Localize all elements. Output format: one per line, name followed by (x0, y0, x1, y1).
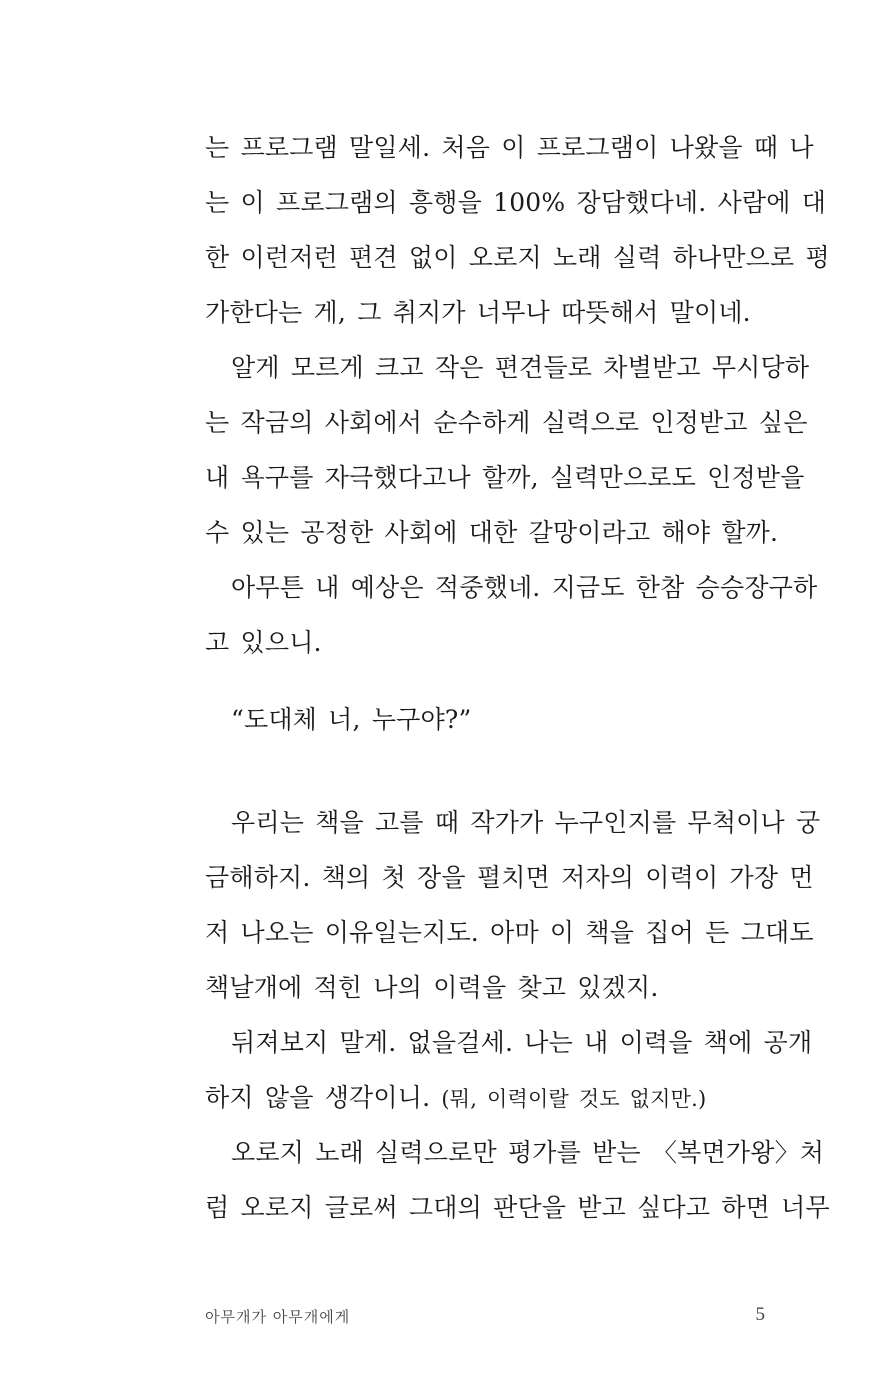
running-title: 아무개가 아무개에게 (205, 1308, 351, 1326)
section-spacer (205, 678, 770, 700)
text-line: 알게 모르게 크고 작은 편견들로 차별받고 무시당하 (231, 353, 810, 382)
aside-text: (뭐, 이력이랄 것도 없지만.) (441, 1087, 707, 1111)
text-line: 는 이 프로그램의 흥행을 100% 장담했다네. 사람에 대 (205, 188, 827, 217)
paragraph-1 (205, 128, 830, 348)
quote-block (205, 700, 770, 755)
page-footer (205, 1306, 765, 1330)
paragraph-6 (205, 1133, 830, 1243)
text-line: 수 있는 공정한 사회에 대한 갈망이라고 해야 할까. (205, 518, 779, 547)
page-number: 5 (755, 1304, 765, 1325)
text-line: 오로지 노래 실력으로만 평가를 받는 〈복면가왕〉처 (231, 1138, 825, 1167)
text-line: 는 작금의 사회에서 순수하게 실력으로 인정받고 싶은 (205, 408, 808, 437)
text-line: 고 있으니. (205, 628, 322, 657)
paragraph-5 (205, 1023, 813, 1133)
text-line: 는 프로그램 말일세. 처음 이 프로그램이 나왔을 때 나 (205, 133, 814, 162)
text-line: 아무튼 내 예상은 적중했네. 지금도 한참 승승장구하 (231, 573, 818, 602)
text-line: 우리는 책을 고를 때 작가가 누구인지를 무척이나 궁 (231, 808, 821, 837)
section-spacer (205, 755, 770, 803)
text-line: 금해하지. 책의 첫 장을 펼치면 저자의 이력이 가장 먼 (205, 863, 814, 892)
quote-line: “도대체 너, 누구야?” (231, 705, 472, 734)
text-main: 하지 않을 생각이니. (205, 1083, 442, 1112)
text-line: 내 욕구를 자극했다고나 할까, 실력만으로도 인정받을 (205, 463, 805, 492)
text-line: 책날개에 적힌 나의 이력을 찾고 있겠지. (205, 973, 659, 1002)
paragraph-2 (205, 348, 810, 568)
text-line (205, 1078, 770, 1133)
text-line: 저 나오는 이유일는지도. 아마 이 책을 집어 든 그대도 (205, 918, 814, 947)
paragraph-3 (205, 568, 818, 678)
paragraph-4 (205, 803, 821, 1023)
text-line: 가한다는 게, 그 취지가 너무나 따뜻해서 말이네. (205, 298, 751, 327)
text-line: 뒤져보지 말게. 없을걸세. 나는 내 이력을 책에 공개 (231, 1028, 813, 1057)
body-text (205, 128, 830, 1243)
text-line: 한 이런저런 편견 없이 오로지 노래 실력 하나만으로 평 (205, 243, 830, 272)
text-line: 럼 오로지 글로써 그대의 판단을 받고 싶다고 하면 너무 (205, 1193, 830, 1222)
